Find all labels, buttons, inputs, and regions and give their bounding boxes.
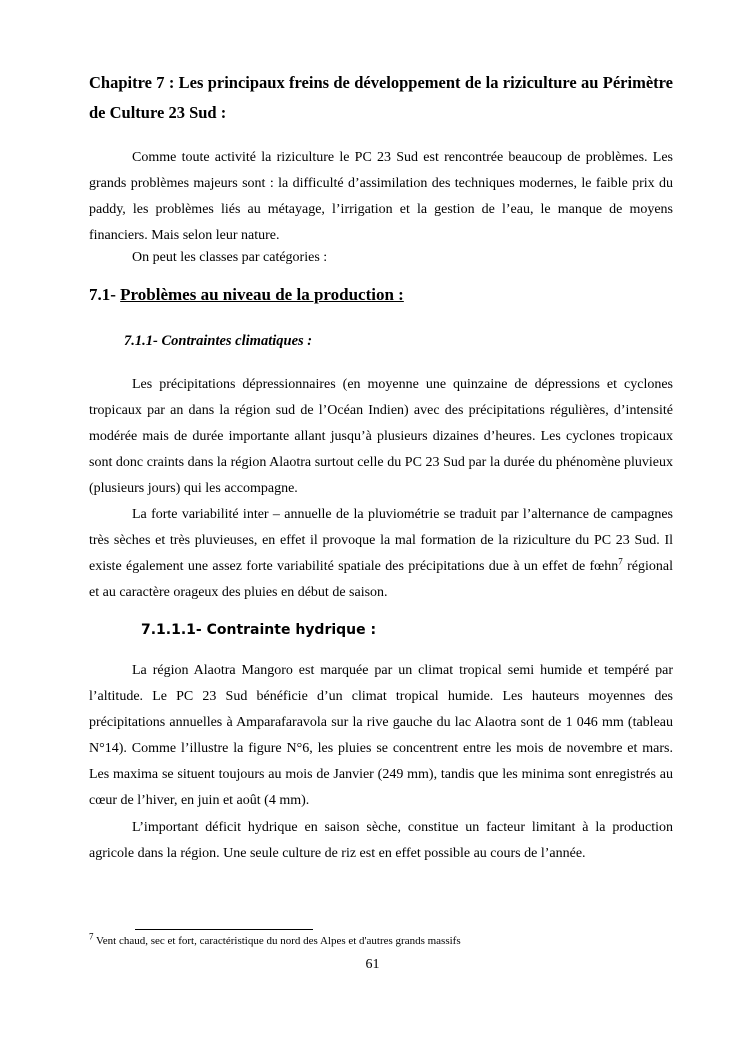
page-number: 61 xyxy=(365,957,380,972)
footnote-text: Vent chaud, sec et fort, caractéristique du nord des Alpes et d'autres grands massifs xyxy=(93,935,461,947)
climate-paragraph-2 xyxy=(89,502,673,606)
hydric-paragraph-2: L’important déficit hydrique en saison sèche, constitue un facteur limitant à la production agricole dans la région. Une seule culture de riz est en effet possible au cours de l’année. xyxy=(89,820,673,861)
section-number: 7.1- xyxy=(89,285,116,304)
section-title-text: Problèmes au niveau de la production : xyxy=(120,285,404,304)
climate-paragraph-2-text: La forte variabilité inter – annuelle de la pluviométrie se traduit par l’alternance de campagnes très sèches et très pluvieuses, en effet il provoque la mal formation de la riziculture du PC 23 Sud. Il existe également une assez forte variabilité spatiale des précipitations due à un effet de fœhn xyxy=(89,507,673,574)
footnote-ref[interactable]: 7 xyxy=(618,556,623,567)
intro-paragraph-1: Comme toute activité la riziculture le PC 23 Sud est rencontrée beaucoup de problèmes. Les grands problèmes majeurs sont : la difficulté d’assimilation des techniques modernes, le faible prix du paddy, les problèmes liés au métayage, l’irrigation et la gestion de l’eau, le manque de moyens financiers. Mais selon leur nature. xyxy=(89,150,673,243)
footnote xyxy=(89,931,461,947)
hydric-paragraph-1: La région Alaotra Mangoro est marquée par un climat tropical semi humide et tempéré par l’altitude. Le PC 23 Sud bénéficie d’un climat tropical humide. Les hauteurs moyennes des précipitations annuelles à Amparafaravola sur la rive gauche du lac Alaotra sont de 1 046 mm (tableau N°14). Comme l’illustre la figure N°6, les pluies se concentrent entre les mois de novembre et mars. Les maxima se situent toujours au mois de Janvier (249 mm), tandis que les minima sont enregistrés au cœur de l’hiver, en juin et août (4 mm). xyxy=(89,663,673,808)
intro-paragraph-2: On peut les classes par catégories : xyxy=(132,250,328,265)
footnote-mark: 7 xyxy=(89,931,94,942)
section-title xyxy=(89,285,404,305)
climate-paragraph-2-tail: régional et au caractère orageux des pluies en début de saison. xyxy=(89,559,673,600)
subsection-title: 7.1.1- Contraintes climatiques : xyxy=(124,333,313,349)
chapter-title: Chapitre 7 : Les principaux freins de développement de la riziculture au Périmètre de Culture 23 Sud : xyxy=(89,73,673,122)
climate-paragraph-1: Les précipitations dépressionnaires (en moyenne une quinzaine de dépressions et cyclones tropicaux par an dans la région sud de l’Océan Indien) avec des précipitations régulières, d’intensité modérée mais de durée importante allant jusqu’à plusieurs dizaines d’heures. Les cyclones tropicaux sont donc craints dans la région Alaotra surtout celle du PC 23 Sud par la durée du phénomène pluvieux (plusieurs jours) qui les accompagne. xyxy=(89,377,673,496)
subsubsection-title: 7.1.1.1- Contrainte hydrique : xyxy=(141,622,377,638)
footnote-divider xyxy=(135,929,313,930)
